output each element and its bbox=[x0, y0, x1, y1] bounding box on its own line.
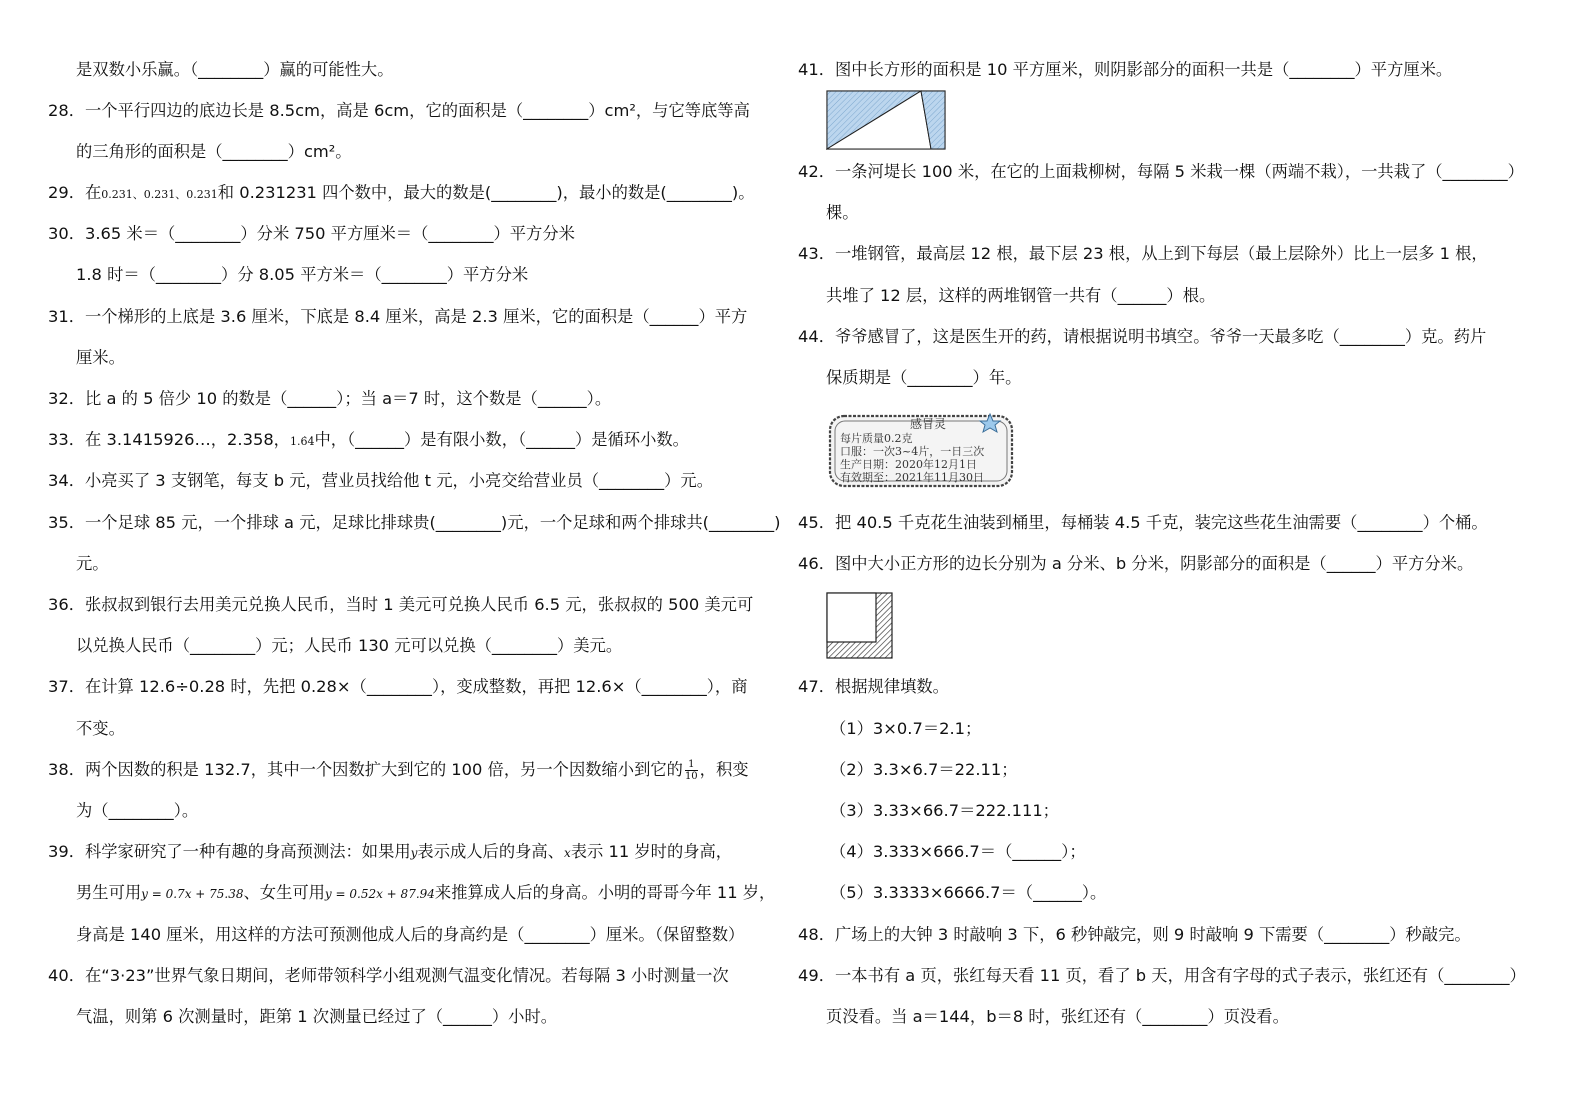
q47-2: （2）3.3×6.7＝22.11； bbox=[830, 760, 1018, 779]
q33-num: 1.6̇4̇ bbox=[289, 435, 315, 448]
q37-cont: 不变。 bbox=[76, 719, 125, 738]
var-y: y bbox=[410, 846, 418, 860]
q39-cont2: 身高是 140 厘米，用这样的方法可预测他成人后的身高约是（________）厘米。（保留整数） bbox=[76, 925, 745, 944]
fraction-one-tenth: $\frac{1}{10}$ bbox=[684, 759, 698, 782]
q47-3: （3）3.33×66.7＝222.111； bbox=[830, 801, 1059, 820]
q38 bbox=[48, 758, 749, 782]
q46: 46．图中大小正方形的边长分别为 a 分米、b 分米，阴影部分的面积是（______）平方分米。 bbox=[798, 554, 1474, 573]
q49: 49．一本书有 a 页，张红每天看 11 页，看了 b 天，用含有字母的式子表示，张红还有（________） bbox=[798, 966, 1526, 985]
medicine-line-3: 生产日期：2020年12月1日 bbox=[840, 458, 977, 471]
q29 bbox=[48, 181, 755, 205]
medicine-label bbox=[828, 412, 1018, 490]
squares-figure bbox=[826, 592, 894, 660]
q35: 35．一个足球 85 元，一个排球 a 元，足球比排球贵(________)元，一个足球和两个排球共(________) bbox=[48, 513, 781, 532]
q33 bbox=[48, 428, 689, 452]
q44: 44．爷爷感冒了，这是医生开的药，请根据说明书填空。爷爷一天最多吃（________）克。药片 bbox=[798, 327, 1487, 346]
q37: 37．在计算 12.6÷0.28 时，先把 0.28×（________），变成整数，再把 12.6×（________），商 bbox=[48, 677, 748, 696]
var-x: x bbox=[563, 846, 571, 860]
q38-post: ，积变 bbox=[699, 760, 749, 779]
q35-cont: 元。 bbox=[76, 554, 109, 573]
q39: 39．科学家研究了一种有趣的身高预测法：如果用y表示成人后的身高、x表示 11 岁时的身高， bbox=[48, 842, 733, 861]
q36: 36．张叔叔到银行去用美元兑换人民币，当时 1 美元可兑换人民币 6.5 元，张叔叔的 500 美元可 bbox=[48, 595, 754, 614]
q28-cont: 的三角形的面积是（________）cm²。 bbox=[76, 142, 352, 161]
q49-cont: 页没看。当 a＝144，b＝8 时，张红还有（________）页没看。 bbox=[826, 1007, 1289, 1026]
q42: 42．一条河堤长 100 米，在它的上面栽柳树，每隔 5 米栽一棵（两端不栽），一共栽了（________） bbox=[798, 162, 1524, 181]
q27-cont: 是双数小乐赢。（________）赢的可能性大。 bbox=[76, 60, 394, 79]
q29-pre: 29．在 bbox=[48, 183, 102, 202]
q42-cont: 棵。 bbox=[826, 203, 859, 222]
q38-pre: 38．两个因数的积是 132.7，其中一个因数扩大到它的 100 倍，另一个因数缩小到它的 bbox=[48, 760, 683, 779]
q41: 41．图中长方形的面积是 10 平方厘米，则阴影部分的面积一共是（________）平方厘米。 bbox=[798, 60, 1453, 79]
medicine-line-1: 每片质量0.2克 bbox=[840, 432, 913, 445]
formula-boy: y = 0.7x + 75.38 bbox=[141, 887, 244, 901]
q43: 43．一堆钢管，最高层 12 根，最下层 23 根，从上到下每层（最上层除外）比上一层多 1 根， bbox=[798, 244, 1488, 263]
medicine-title: 感冒灵 bbox=[910, 417, 947, 431]
q47-5: （5）3.3333×6666.7＝（______）。 bbox=[830, 883, 1107, 902]
q39-cont: 男生可用y = 0.7x + 75.38、女生可用y = 0.52x + 87.94来推算成人后的身高。小明的哥哥今年 11 岁， bbox=[76, 883, 776, 902]
q38-cont: 为（________）。 bbox=[76, 801, 199, 820]
q31: 31．一个梯形的上底是 3.6 厘米，下底是 8.4 厘米，高是 2.3 厘米，它的面积是（______）平方 bbox=[48, 307, 748, 326]
q47-4: （4）3.333×666.7＝（______）； bbox=[830, 842, 1086, 861]
q34: 34．小亮买了 3 支钢笔，每支 b 元，营业员找给他 t 元，小亮交给营业员（________）元。 bbox=[48, 471, 713, 490]
q45: 45．把 40.5 千克花生油装到桶里，每桶装 4.5 千克，装完这些花生油需要（________）个桶。 bbox=[798, 513, 1488, 532]
q28: 28．一个平行四边的底边长是 8.5cm，高是 6cm，它的面积是（________）cm²，与它等底等高 bbox=[48, 101, 750, 120]
q29-post: 和 0.231231 四个数中，最大的数是(________)，最小的数是(________)。 bbox=[217, 183, 755, 202]
q33-post: 中，（______）是有限小数，（______）是循环小数。 bbox=[314, 430, 689, 449]
q47-1: （1）3×0.7＝2.1； bbox=[830, 719, 982, 738]
medicine-line-2: 口服：一次3~4片，一日三次 bbox=[840, 445, 985, 458]
medicine-line-4: 有效期至：2021年11月30日 bbox=[840, 471, 984, 484]
q29-nums: 0.231、0.231、0.231 bbox=[101, 188, 218, 201]
q32: 32．比 a 的 5 倍少 10 的数是（______）；当 a＝7 时，这个数是（______）。 bbox=[48, 389, 612, 408]
q47: 47．根据规律填数。 bbox=[798, 677, 949, 696]
q31-cont: 厘米。 bbox=[76, 348, 125, 367]
q40-cont: 气温，则第 6 次测量时，距第 1 次测量已经过了（______）小时。 bbox=[76, 1007, 558, 1026]
rectangle-shaded-figure bbox=[826, 90, 948, 152]
q30-cont: 1.8 时＝（________）分 8.05 平方米＝（________）平方分米 bbox=[76, 265, 529, 284]
q48: 48．广场上的大钟 3 时敲响 3 下，6 秒钟敲完，则 9 时敲响 9 下需要（________）秒敲完。 bbox=[798, 925, 1471, 944]
q33-pre: 33．在 3.1415926…，2.358， bbox=[48, 430, 290, 449]
q44-cont: 保质期是（________）年。 bbox=[826, 368, 1022, 387]
formula-girl: y = 0.52x + 87.94 bbox=[324, 887, 435, 901]
q43-cont: 共堆了 12 层，这样的两堆钢管一共有（______）根。 bbox=[826, 286, 1216, 305]
q40: 40．在“3·23”世界气象日期间，老师带领科学小组观测气温变化情况。若每隔 3 小时测量一次 bbox=[48, 966, 729, 985]
q36-cont: 以兑换人民币（________）元；人民币 130 元可以兑换（________）美元。 bbox=[76, 636, 623, 655]
q30: 30．3.65 米＝（________）分米 750 平方厘米＝（________）平方分米 bbox=[48, 224, 575, 243]
